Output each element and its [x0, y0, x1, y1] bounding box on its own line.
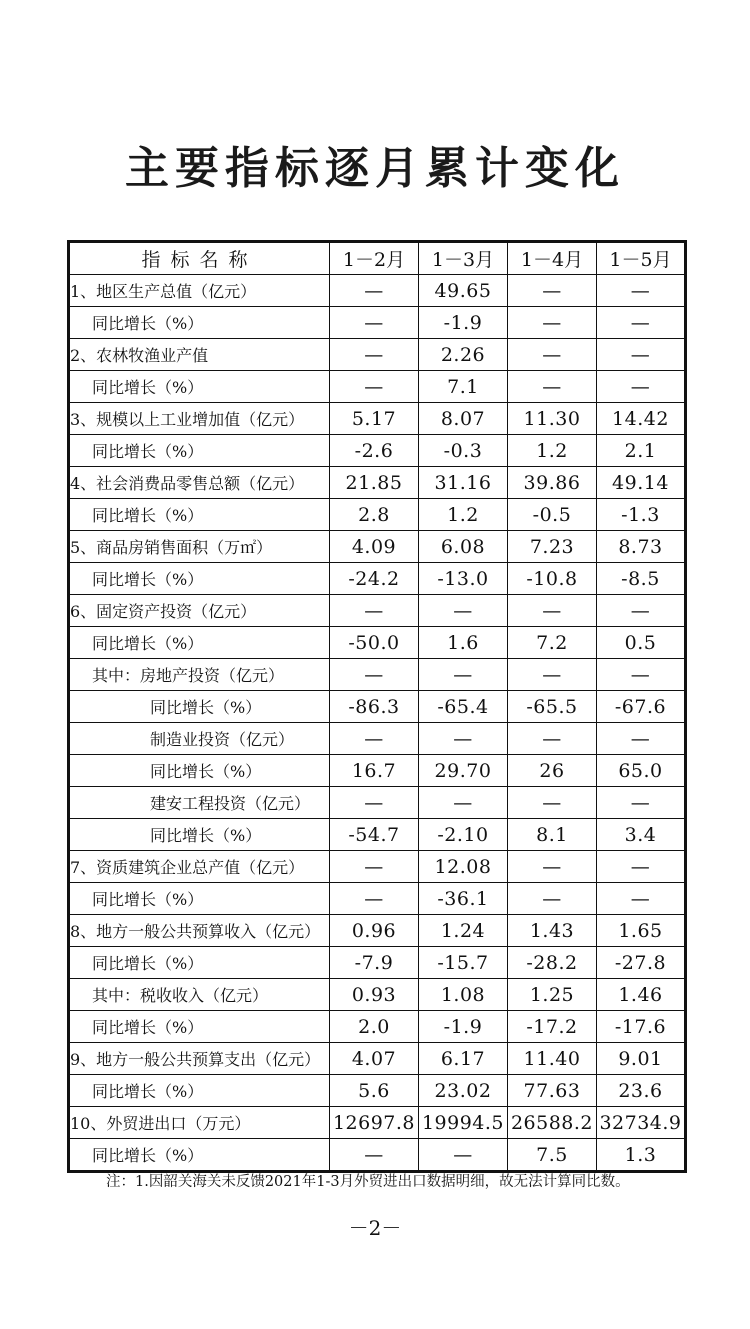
row-value-cell: —	[597, 275, 686, 307]
row-indicator-name: 7、资质建筑企业总产值（亿元）	[69, 851, 330, 883]
row-value-cell: -27.8	[597, 947, 686, 979]
row-value-cell: —	[419, 659, 508, 691]
indicator-table	[67, 240, 687, 1173]
row-value-cell: -8.5	[597, 563, 686, 595]
row-value-cell: —	[508, 659, 597, 691]
row-value-cell: 8.1	[508, 819, 597, 851]
row-value-cell: —	[508, 371, 597, 403]
table-row	[69, 979, 686, 1011]
row-value-cell: —	[597, 723, 686, 755]
table-row	[69, 819, 686, 851]
row-indicator-name: 同比增长（%）	[69, 435, 330, 467]
row-value-cell: —	[597, 339, 686, 371]
row-value-cell: —	[508, 787, 597, 819]
row-indicator-name: 同比增长（%）	[69, 1075, 330, 1107]
row-value-cell: —	[330, 659, 419, 691]
row-value-cell: 1.6	[419, 627, 508, 659]
table-row	[69, 787, 686, 819]
table-row	[69, 371, 686, 403]
row-value-cell: 9.01	[597, 1043, 686, 1075]
row-value-cell: 7.2	[508, 627, 597, 659]
table-row	[69, 595, 686, 627]
page-number: －2－	[348, 1216, 402, 1240]
row-value-cell: 12.08	[419, 851, 508, 883]
row-value-cell: 8.07	[419, 403, 508, 435]
row-value-cell: -86.3	[330, 691, 419, 723]
row-value-cell: —	[597, 883, 686, 915]
row-value-cell: -1.3	[597, 499, 686, 531]
row-value-cell: 32734.9	[597, 1107, 686, 1139]
row-value-cell: -2.6	[330, 435, 419, 467]
table-row	[69, 307, 686, 339]
row-indicator-name: 同比增长（%）	[69, 499, 330, 531]
row-value-cell: —	[330, 883, 419, 915]
row-indicator-name: 6、固定资产投资（亿元）	[69, 595, 330, 627]
row-value-cell: 16.7	[330, 755, 419, 787]
table-row	[69, 691, 686, 723]
row-value-cell: 65.0	[597, 755, 686, 787]
row-value-cell: 49.14	[597, 467, 686, 499]
row-indicator-name: 同比增长（%）	[69, 819, 330, 851]
row-indicator-name: 3、规模以上工业增加值（亿元）	[69, 403, 330, 435]
row-indicator-name: 1、地区生产总值（亿元）	[69, 275, 330, 307]
row-value-cell: —	[508, 723, 597, 755]
row-value-cell: 49.65	[419, 275, 508, 307]
row-value-cell: —	[330, 723, 419, 755]
row-value-cell: 26588.2	[508, 1107, 597, 1139]
row-value-cell: —	[330, 275, 419, 307]
row-value-cell: -28.2	[508, 947, 597, 979]
row-indicator-name: 8、地方一般公共预算收入（亿元）	[69, 915, 330, 947]
row-value-cell: 7.23	[508, 531, 597, 563]
row-indicator-name: 同比增长（%）	[69, 563, 330, 595]
row-value-cell: —	[508, 307, 597, 339]
row-value-cell: —	[330, 851, 419, 883]
row-value-cell: -65.5	[508, 691, 597, 723]
header-indicator-name: 指标名称	[69, 242, 330, 275]
row-indicator-name: 10、外贸进出口（万元）	[69, 1107, 330, 1139]
table-row	[69, 1075, 686, 1107]
table-row	[69, 339, 686, 371]
row-value-cell: -0.5	[508, 499, 597, 531]
row-value-cell: 1.25	[508, 979, 597, 1011]
row-value-cell: 6.17	[419, 1043, 508, 1075]
row-value-cell: 77.63	[508, 1075, 597, 1107]
row-value-cell: 1.2	[419, 499, 508, 531]
row-indicator-name: 制造业投资（亿元）	[69, 723, 330, 755]
row-indicator-name: 同比增长（%）	[69, 1011, 330, 1043]
table-row	[69, 1043, 686, 1075]
row-value-cell: -54.7	[330, 819, 419, 851]
row-value-cell: —	[330, 1139, 419, 1172]
row-indicator-name: 2、农林牧渔业产值	[69, 339, 330, 371]
row-value-cell: -24.2	[330, 563, 419, 595]
row-value-cell: 4.09	[330, 531, 419, 563]
table-row	[69, 723, 686, 755]
row-value-cell: —	[597, 787, 686, 819]
row-value-cell: 26	[508, 755, 597, 787]
row-indicator-name: 9、地方一般公共预算支出（亿元）	[69, 1043, 330, 1075]
row-indicator-name: 其中：房地产投资（亿元）	[69, 659, 330, 691]
row-indicator-name: 同比增长（%）	[69, 307, 330, 339]
row-value-cell: -0.3	[419, 435, 508, 467]
row-value-cell: 1.3	[597, 1139, 686, 1172]
row-value-cell: -10.8	[508, 563, 597, 595]
row-value-cell: 29.70	[419, 755, 508, 787]
row-value-cell: —	[330, 307, 419, 339]
row-value-cell: —	[597, 307, 686, 339]
row-value-cell: —	[508, 851, 597, 883]
row-value-cell: -50.0	[330, 627, 419, 659]
row-value-cell: 7.1	[419, 371, 508, 403]
table-row	[69, 1139, 686, 1172]
row-value-cell: 2.0	[330, 1011, 419, 1043]
row-value-cell: —	[508, 883, 597, 915]
row-value-cell: —	[330, 595, 419, 627]
table-row	[69, 435, 686, 467]
row-value-cell: 1.65	[597, 915, 686, 947]
footnote: 注：1.因韶关海关未反馈2021年1-3月外贸进出口数据明细，故无法计算同比数。	[106, 1174, 630, 1190]
row-value-cell: 5.6	[330, 1075, 419, 1107]
row-value-cell: 23.6	[597, 1075, 686, 1107]
row-value-cell: —	[508, 275, 597, 307]
row-value-cell: -15.7	[419, 947, 508, 979]
row-value-cell: 7.5	[508, 1139, 597, 1172]
row-value-cell: —	[508, 339, 597, 371]
header-col-jan-feb: 1－2月	[330, 242, 419, 275]
row-value-cell: -17.6	[597, 1011, 686, 1043]
row-value-cell: -65.4	[419, 691, 508, 723]
row-indicator-name: 5、商品房销售面积（万㎡）	[69, 531, 330, 563]
row-value-cell: -67.6	[597, 691, 686, 723]
row-value-cell: 6.08	[419, 531, 508, 563]
table-row	[69, 947, 686, 979]
table-row	[69, 467, 686, 499]
row-value-cell: 14.42	[597, 403, 686, 435]
row-value-cell: 0.5	[597, 627, 686, 659]
row-value-cell: 5.17	[330, 403, 419, 435]
row-value-cell: 2.8	[330, 499, 419, 531]
row-value-cell: 12697.8	[330, 1107, 419, 1139]
row-value-cell: 0.96	[330, 915, 419, 947]
row-value-cell: 31.16	[419, 467, 508, 499]
row-value-cell: -1.9	[419, 307, 508, 339]
row-indicator-name: 同比增长（%）	[69, 1139, 330, 1172]
row-indicator-name: 其中：税收收入（亿元）	[69, 979, 330, 1011]
row-value-cell: -1.9	[419, 1011, 508, 1043]
row-indicator-name: 建安工程投资（亿元）	[69, 787, 330, 819]
table-row	[69, 1107, 686, 1139]
row-value-cell: —	[330, 339, 419, 371]
row-value-cell: -7.9	[330, 947, 419, 979]
table-row	[69, 915, 686, 947]
row-value-cell: 1.24	[419, 915, 508, 947]
page-title: 主要指标逐月累计变化	[125, 143, 625, 194]
row-value-cell: 19994.5	[419, 1107, 508, 1139]
table-row	[69, 627, 686, 659]
row-value-cell: 4.07	[330, 1043, 419, 1075]
row-value-cell: —	[419, 723, 508, 755]
table-row	[69, 275, 686, 307]
row-value-cell: 23.02	[419, 1075, 508, 1107]
row-value-cell: —	[330, 371, 419, 403]
row-value-cell: —	[419, 595, 508, 627]
row-value-cell: -13.0	[419, 563, 508, 595]
table-row	[69, 499, 686, 531]
row-value-cell: 1.08	[419, 979, 508, 1011]
row-value-cell: 39.86	[508, 467, 597, 499]
row-value-cell: 0.93	[330, 979, 419, 1011]
row-value-cell: 1.46	[597, 979, 686, 1011]
row-value-cell: —	[597, 659, 686, 691]
row-indicator-name: 同比增长（%）	[69, 627, 330, 659]
row-indicator-name: 同比增长（%）	[69, 691, 330, 723]
row-indicator-name: 同比增长（%）	[69, 883, 330, 915]
row-value-cell: 21.85	[330, 467, 419, 499]
row-value-cell: 1.2	[508, 435, 597, 467]
row-value-cell: 11.40	[508, 1043, 597, 1075]
row-value-cell: 11.30	[508, 403, 597, 435]
table-row	[69, 659, 686, 691]
table-row	[69, 531, 686, 563]
row-value-cell: -17.2	[508, 1011, 597, 1043]
table-row	[69, 563, 686, 595]
header-col-jan-apr: 1－4月	[508, 242, 597, 275]
row-value-cell: 2.1	[597, 435, 686, 467]
row-indicator-name: 4、社会消费品零售总额（亿元）	[69, 467, 330, 499]
table-row	[69, 755, 686, 787]
table-row	[69, 883, 686, 915]
row-value-cell: —	[508, 595, 597, 627]
row-value-cell: —	[330, 787, 419, 819]
table-row	[69, 1011, 686, 1043]
row-value-cell: 2.26	[419, 339, 508, 371]
row-value-cell: -2.10	[419, 819, 508, 851]
row-indicator-name: 同比增长（%）	[69, 947, 330, 979]
row-indicator-name: 同比增长（%）	[69, 371, 330, 403]
table-row	[69, 403, 686, 435]
row-indicator-name: 同比增长（%）	[69, 755, 330, 787]
table-row	[69, 851, 686, 883]
header-col-jan-may: 1－5月	[597, 242, 686, 275]
row-value-cell: —	[419, 787, 508, 819]
row-value-cell: —	[419, 1139, 508, 1172]
table-header-row	[69, 242, 686, 275]
row-value-cell: —	[597, 851, 686, 883]
row-value-cell: 1.43	[508, 915, 597, 947]
header-col-jan-mar: 1－3月	[419, 242, 508, 275]
row-value-cell: 3.4	[597, 819, 686, 851]
row-value-cell: —	[597, 371, 686, 403]
row-value-cell: —	[597, 595, 686, 627]
row-value-cell: -36.1	[419, 883, 508, 915]
row-value-cell: 8.73	[597, 531, 686, 563]
